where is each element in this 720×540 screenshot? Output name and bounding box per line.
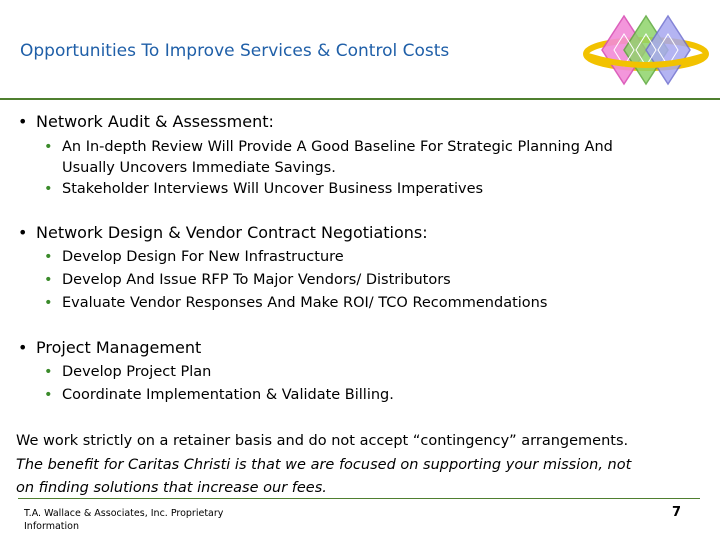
bullet-icon: • (44, 295, 53, 311)
summary-line: The benefit for Caritas Christi is that we are focused on supporting your mission, not (16, 456, 632, 473)
bullet-icon: • (44, 364, 53, 380)
list-item: • Evaluate Vendor Responses And Make ROI/ TCO Recommendations (44, 293, 547, 314)
bullet-icon: • (44, 272, 53, 288)
list-item: • An In-depth Review Will Provide A Good Baseline For Strategic Planning And Usually Uncovers Immediate Savings. (44, 139, 613, 176)
bullet-icon: • (44, 249, 53, 265)
slide-title: Opportunities To Improve Services & Control Costs (20, 41, 450, 61)
section-heading-design: • Network Design & Vendor Contract Negotiations: (18, 223, 428, 242)
summary-paragraph (16, 430, 708, 501)
title-divider (0, 98, 720, 100)
bullet-icon: • (44, 181, 53, 197)
list-item: • Stakeholder Interviews Will Uncover Business Imperatives (44, 179, 483, 200)
footer-divider (18, 498, 700, 499)
section-heading-audit: • Network Audit & Assessment: (18, 112, 274, 131)
section-heading-project: • Project Management (18, 338, 202, 357)
list-item: • Coordinate Implementation & Validate Billing. (44, 385, 394, 406)
list-item: • Develop Project Plan (44, 362, 211, 383)
bullet-icon: • (44, 387, 53, 403)
summary-line: on finding solutions that increase our fees. (16, 480, 327, 496)
bullet-icon: • (44, 139, 53, 155)
list-item: • Develop And Issue RFP To Major Vendors/ Distributors (44, 270, 451, 291)
bullet-icon: • (18, 112, 28, 131)
page-number: 7 (672, 505, 682, 520)
footer-company: T.A. Wallace & Associates, Inc. Proprietary Information (24, 508, 224, 532)
company-logo-icon (582, 12, 710, 88)
summary-line: We work strictly on a retainer basis and do not accept “contingency” arrangements. (16, 433, 629, 449)
bullet-icon: • (18, 338, 28, 357)
list-item: • Develop Design For New Infrastructure (44, 247, 344, 268)
bullet-icon: • (18, 223, 28, 242)
